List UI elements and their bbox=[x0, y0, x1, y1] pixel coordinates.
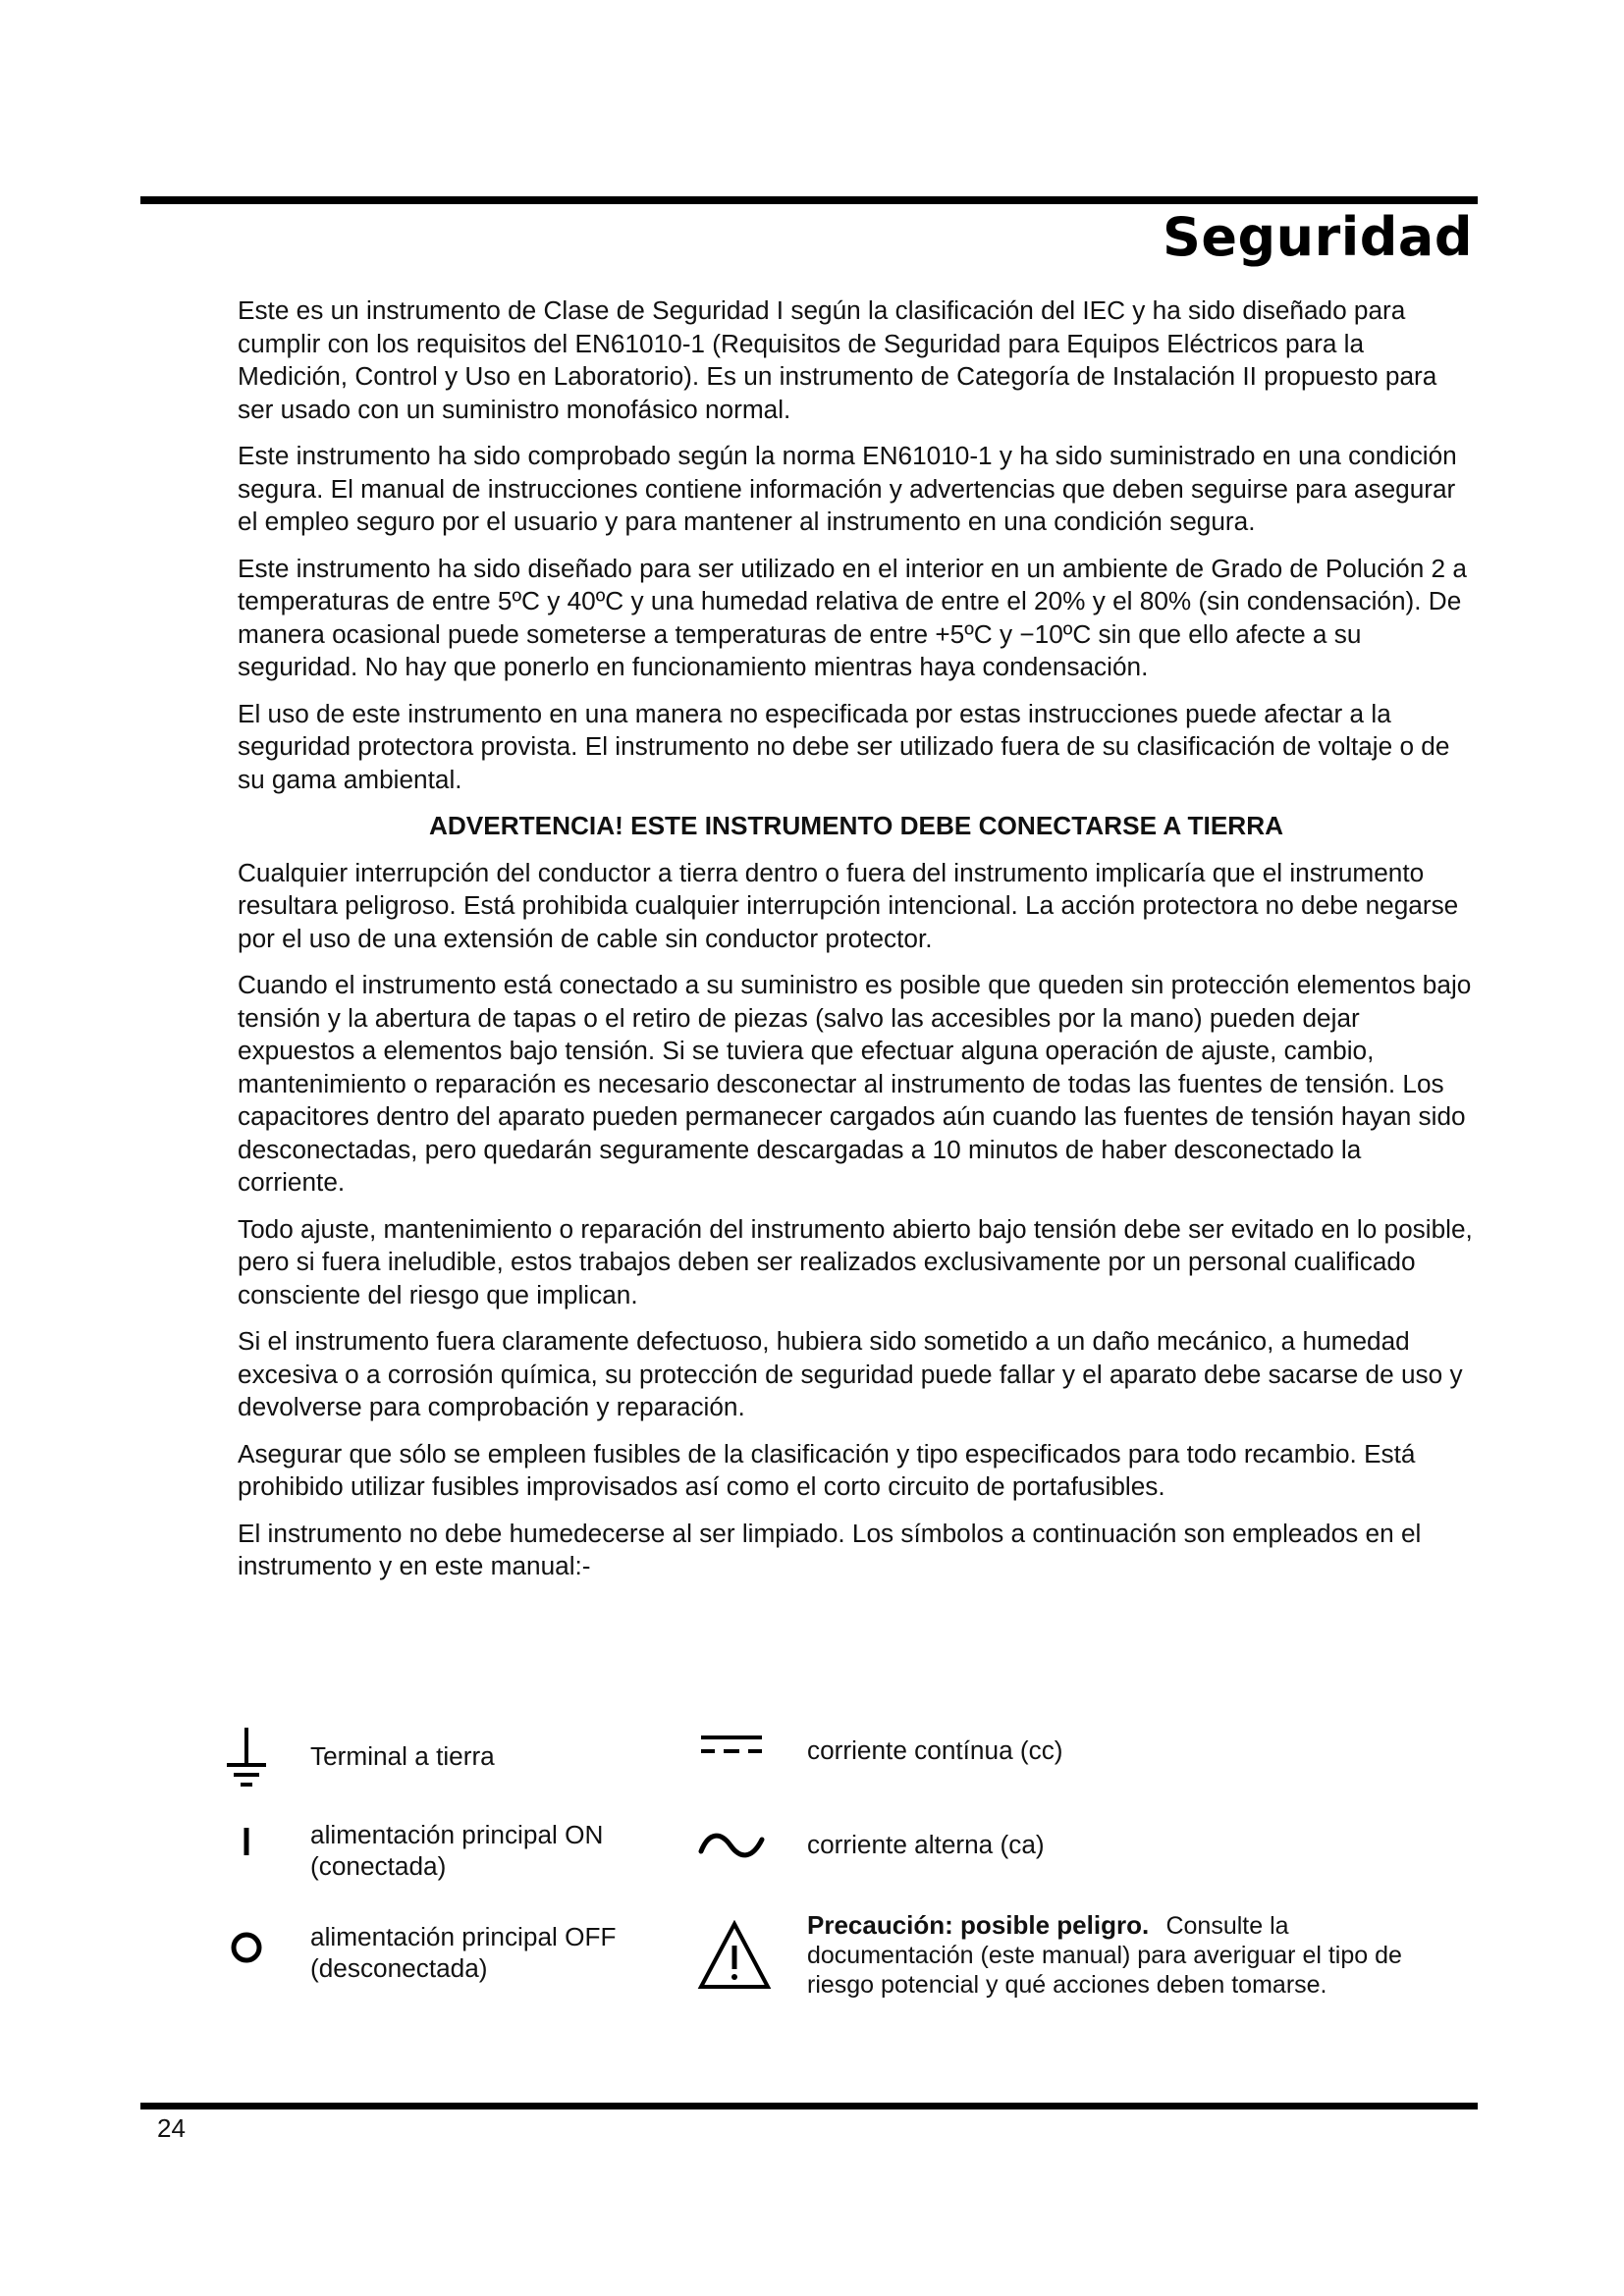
page-title: Seguridad bbox=[1162, 206, 1473, 268]
paragraph-safety-class: Este es un instrumento de Clase de Seguridad I según la clasificación del IEC y ha sido diseñado para cumplir con los requisitos del EN61010-1 (Requisitos de Seguridad para Equipos Eléctricos para la Medición, Control y Uso en Laboratorio). Es un instrumento de Categoría de Instalación II propuesto para ser usado con un suministro monofásico normal. bbox=[238, 295, 1437, 424]
power-off-label-line1: alimentación principal OFF bbox=[310, 1922, 617, 1951]
alternating-current-icon bbox=[697, 1826, 766, 1865]
paragraph-defective: Si el instrumento fuera claramente defectuoso, hubiera sido sometido a un daño mecánico, a humedad excesiva o a corrosión química, su protección de seguridad puede fallar y el aparato debe sacarse de uso y devolverse para comprobación y reparación. bbox=[238, 1326, 1463, 1421]
caution-line2: documentación (este manual) para averiguar el tipo de bbox=[807, 1942, 1402, 1969]
power-off-icon bbox=[224, 1928, 269, 1967]
caution-lead: Consulte la bbox=[1165, 1912, 1289, 1940]
caution-line3: riesgo potencial y qué acciones deben tomarse. bbox=[807, 1971, 1327, 1999]
paragraph-adjustment: Todo ajuste, mantenimiento o reparación del instrumento abierto bajo tensión debe ser evitado en lo posible, pero si fuera ineludible, estos trabajos deben ser realizados exclusivamente por un personal cualificado consciente del riesgo que implican. bbox=[238, 1213, 1473, 1309]
paragraph-fuses: Asegurar que sólo se empleen fusibles de la clasificación y tipo especificados para todo recambio. Está prohibido utilizar fusibles improvisados así como el corto circuito de portafusibles. bbox=[238, 1438, 1416, 1501]
power-on-label-line1: alimentación principal ON bbox=[310, 1820, 604, 1849]
paragraph-live-parts: Cuando el instrumento está conectado a su suministro es posible que queden sin protección elementos bajo tensión y la abertura de tapas o el retiro de piezas (salvo las accesibles por la mano) pueden dejar expuestos a elementos bajo tensión. Si se tuviera que efectuar alguna operación de ajuste, cambio, mantenimiento o reparación es necesario desconectar al instrumento de todas las fuentes de tensión. Los capacitores dentro del aparato pueden permanecer cargados aún cuando las fuentes de tensión hayan sido desconectadas, pero quedarán seguramente descargadas a 10 minutos de haber desconectado la corriente. bbox=[238, 970, 1472, 1197]
caution-triangle-icon bbox=[697, 1920, 772, 1991]
dc-label: corriente contínua (cc) bbox=[807, 1735, 1063, 1765]
warning-heading: ADVERTENCIA! ESTE INSTRUMENTO DEBE CONECTARSE A TIERRA bbox=[428, 811, 1284, 840]
symbol-caution bbox=[697, 1910, 1483, 2018]
symbol-dc bbox=[697, 1726, 1306, 1785]
paragraph-symbols-intro: El instrumento no debe humedecerse al ser limpiado. Los símbolos a continuación son empleados en el instrumento y en este manual:- bbox=[238, 1518, 1422, 1580]
ac-label: corriente alterna (ca) bbox=[807, 1830, 1045, 1859]
power-on-icon bbox=[224, 1826, 269, 1859]
earth-label: Terminal a tierra bbox=[310, 1741, 495, 1771]
page-number: 24 bbox=[157, 2113, 186, 2143]
symbol-ac bbox=[697, 1820, 1306, 1879]
paragraph-earth-interruption: Cualquier interrupción del conductor a tierra dentro o fuera del instrumento implicaría que el instrumento resultara peligroso. Está prohibida cualquier interrupción intencional. La acción protectora no debe negarse por el uso de una extensión de cable sin conductor protector. bbox=[238, 857, 1459, 953]
safety-body bbox=[238, 294, 1475, 1597]
power-off-label-line2: (desconectada) bbox=[310, 1953, 488, 1983]
paragraph-usage: El uso de este instrumento en una manera no especificada por estas instrucciones puede afectar a la seguridad protectora provista. El instrumento no debe ser utilizado fuera de su clasificación de voltaje o de su gama ambiental. bbox=[238, 698, 1450, 794]
caution-text bbox=[807, 1910, 1494, 2000]
footer-rule bbox=[140, 2103, 1478, 2109]
header-rule bbox=[140, 196, 1478, 204]
power-on-label-line2: (conectada) bbox=[310, 1851, 447, 1881]
caution-title: Precaución: posible peligro. bbox=[807, 1910, 1150, 1940]
paragraph-tested-condition: Este instrumento ha sido comprobado según la norma EN61010-1 y ha sido suministrado en una condición segura. El manual de instrucciones contiene información y advertencias que deben seguirse para asegurar el empleo seguro por el usuario y para mantener al instrumento en una condición segura. bbox=[238, 441, 1457, 536]
earth-terminal-icon bbox=[224, 1726, 269, 1790]
symbols-legend bbox=[218, 1726, 1485, 2020]
paragraph-environment: Este instrumento ha sido diseñado para ser utilizado en el interior en un ambiente de Grado de Polución 2 a temperaturas de entre 5ºC y 40ºC y una humedad relativa de entre el 20% y el 80% (sin condensación). De manera ocasional puede someterse a temperaturas de entre +5ºC y −10ºC sin que ello afecte a su seguridad. No hay que ponerlo en funcionamiento mientras haya condensación. bbox=[238, 553, 1467, 681]
direct-current-icon bbox=[699, 1732, 764, 1761]
